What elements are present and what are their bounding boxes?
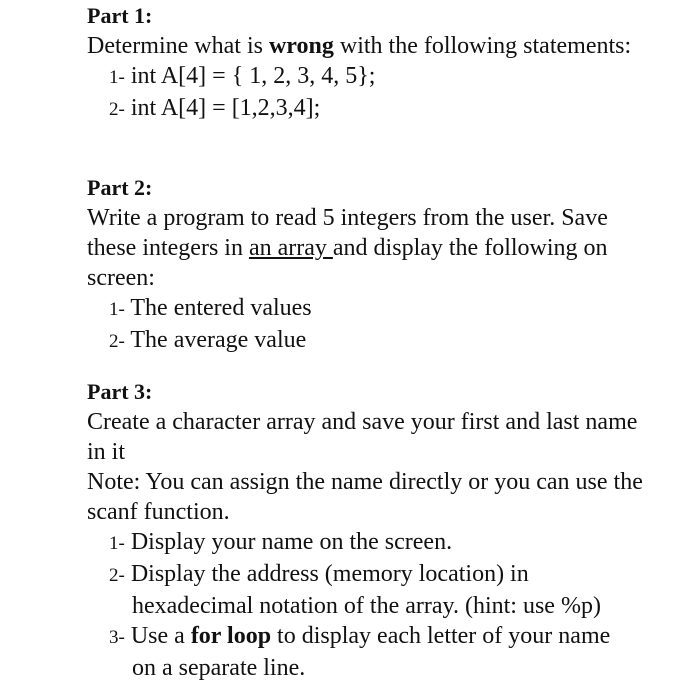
part2-instruction [87,203,657,293]
part1-item-1 [109,61,657,93]
part1-instruction [87,31,657,61]
part2-item-1 [109,293,657,325]
part1-instruction-text-b: with the following statements: [333,33,632,59]
list-item-text: Display the address (memory location) in [124,561,529,587]
part2-instruction-underlined: an array [248,235,333,261]
part2-list [87,293,657,357]
part1-list [87,61,657,125]
list-number: 3- [109,627,125,648]
list-number: 2- [109,99,125,120]
part3-item-2 [109,559,657,621]
part3-note: Note: You can assign the name directly or you can use the scanf function. [87,469,643,525]
part3-section [87,377,657,683]
part1-section [87,1,657,125]
part3-instruction: Create a character array and save your first and last name in it [87,409,638,465]
list-item-text-after: to display each letter of your name [271,623,611,649]
list-number: 1- [109,533,125,554]
part1-instruction-bold: wrong [268,33,334,59]
list-item-text: int A[4] = { 1, 2, 3, 4, 5}; [124,63,376,89]
part1-instruction-text-a: Determine what is [87,33,269,59]
part2-instruction-before: Write a program to read 5 integers from the user. Save these integers in [87,205,608,261]
list-number: 1- [109,299,125,320]
part2-instruction-after: and display the following on screen: [87,235,608,291]
list-item-text: The average value [124,327,307,353]
list-number: 1- [109,67,125,88]
list-item-continuation: hexadecimal notation of the array. (hint: use %p) [132,593,601,619]
list-number: 2- [109,331,125,352]
list-number: 2- [109,565,125,586]
part1-item-2 [109,93,657,125]
list-item-text: Display your name on the screen. [124,529,453,555]
part2-item-2 [109,325,657,357]
part3-heading: Part 3: [87,379,153,404]
list-item-text: int A[4] = [1,2,3,4]; [124,95,321,121]
part3-item-3 [109,621,657,683]
part3-list [87,527,657,683]
list-item-bold: for loop [190,623,272,649]
list-item-text: The entered values [124,295,312,321]
list-item-text: Use a [124,623,191,649]
part1-heading: Part 1: [87,3,153,28]
part3-item-1 [109,527,657,559]
part2-heading: Part 2: [87,175,153,200]
list-item-continuation: on a separate line. [132,655,306,681]
part2-section [87,173,657,357]
